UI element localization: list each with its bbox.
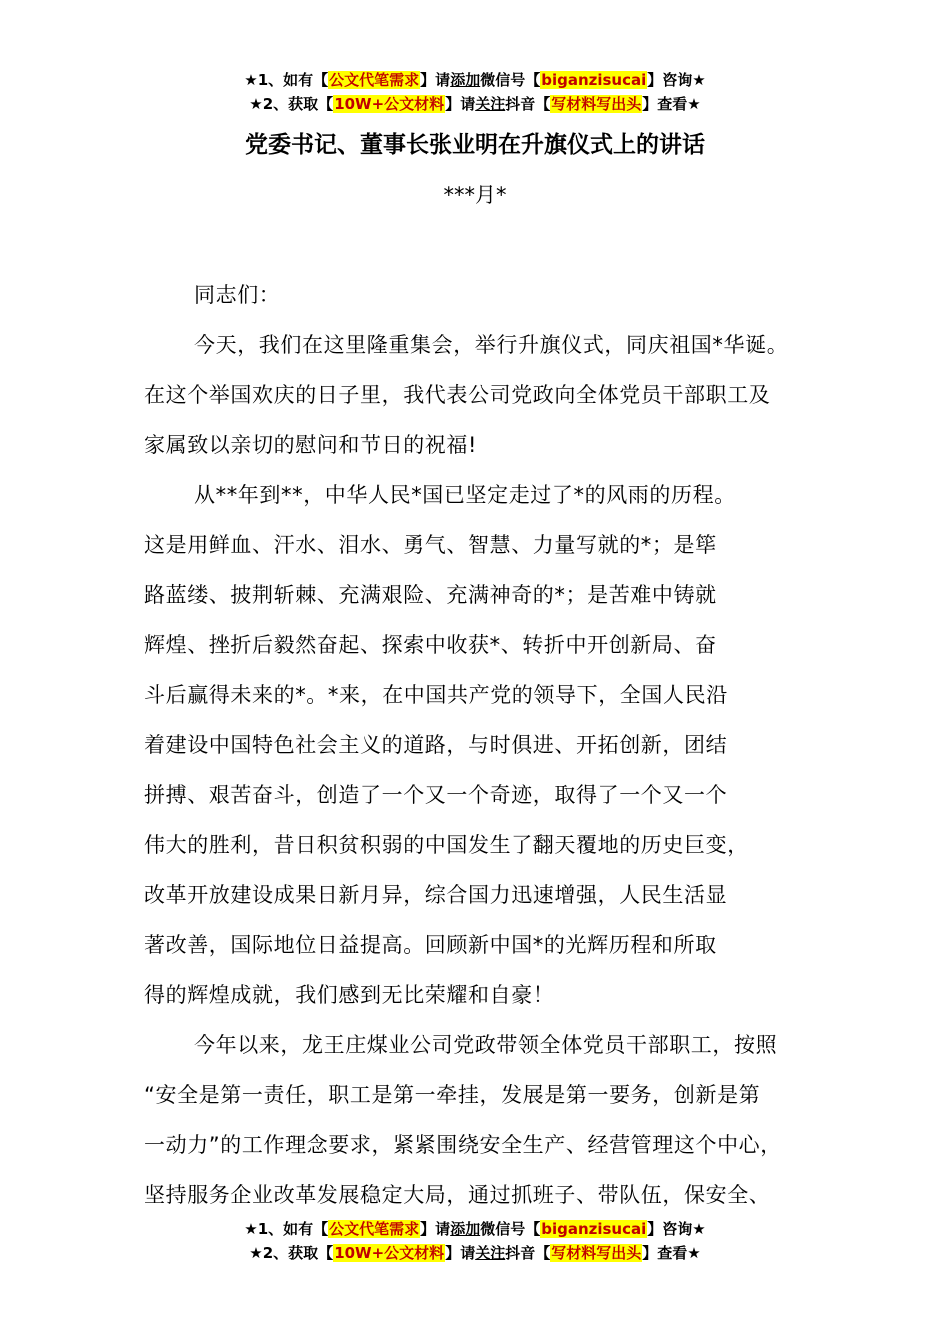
text-line: 一动力”的工作理念要求，紧紧围绕安全生产、经营管理这个中心，: [144, 1133, 782, 1157]
promo-line-1: [0, 1217, 950, 1241]
promo-text: 】请: [445, 1244, 476, 1262]
greeting: 同志们：: [194, 283, 281, 307]
text-line: 坚持服务企业改革发展稳定大局，通过抓班子、带队伍，保安全、: [144, 1183, 771, 1207]
douyin-id: 写材料写出头: [551, 95, 642, 113]
promo-text: 抖音【: [505, 1244, 551, 1262]
promo-text: ★1、如有【: [244, 71, 329, 89]
promo-text: ★2、获取【: [249, 95, 334, 113]
promo-highlight: 10W+公文材料: [334, 95, 445, 113]
text-line: 著改善，国际地位日益提高。回顾新中国*的光辉历程和所取: [144, 933, 717, 957]
promo-highlight: 公文代笔需求: [329, 71, 420, 89]
douyin-id: 写材料写出头: [551, 1244, 642, 1262]
promo-underline: 添加: [450, 1220, 481, 1238]
text-line: 今天，我们在这里隆重集会，举行升旗仪式，同庆祖国*华诞。: [194, 333, 789, 357]
text-line: 路蓝缕、披荆斩棘、充满艰险、充满神奇的*；是苦难中铸就: [144, 583, 717, 607]
promo-text: 】查看★: [642, 1244, 701, 1262]
promo-underline: 添加: [450, 71, 481, 89]
text-line: 着建设中国特色社会主义的道路，与时俱进、开拓创新，团结: [144, 733, 728, 757]
promo-highlight: 10W+公文材料: [334, 1244, 445, 1262]
text-line: 从**年到**，中华人民*国已坚定走过了*的风雨的历程。: [194, 483, 736, 507]
wechat-id: biganzisucai: [541, 1220, 647, 1238]
text-line: 伟大的胜利，昔日积贫积弱的中国发生了翻天覆地的历史巨变，: [144, 833, 749, 857]
promo-text: 】请: [420, 1220, 451, 1238]
document-title: 党委书记、董事长张业明在升旗仪式上的讲话: [245, 132, 705, 158]
promo-text: 微信号【: [480, 1220, 541, 1238]
promo-underline: 关注: [475, 1244, 506, 1262]
text-line: 斗后赢得未来的*。*来，在中国共产党的领导下，全国人民沿: [144, 683, 728, 707]
promo-text: 】咨询★: [647, 1220, 706, 1238]
promo-text: 】咨询★: [647, 71, 706, 89]
text-line: 今年以来，龙王庄煤业公司党政带领全体党员干部职工，按照: [194, 1033, 778, 1057]
text-line: 拼搏、艰苦奋斗，创造了一个又一个奇迹，取得了一个又一个: [144, 783, 728, 807]
promo-text: 抖音【: [505, 95, 551, 113]
text-line: 在这个举国欢庆的日子里，我代表公司党政向全体党员干部职工及: [144, 383, 771, 407]
promo-highlight: 公文代笔需求: [329, 1220, 420, 1238]
text-line: 得的辉煌成就，我们感到无比荣耀和自豪！: [144, 983, 555, 1007]
promo-text: 】请: [420, 71, 451, 89]
promo-text: ★1、如有【: [244, 1220, 329, 1238]
text-line: 家属致以亲切的慰问和节日的祝福!: [144, 433, 478, 457]
promo-underline: 关注: [475, 95, 506, 113]
promo-line-2: [0, 1241, 950, 1265]
promo-text: 微信号【: [480, 71, 541, 89]
promo-text: ★2、获取【: [249, 1244, 334, 1262]
text-line: “安全是第一责任，职工是第一牵挂，发展是第一要务，创新是第: [144, 1083, 761, 1107]
text-line: 这是用鲜血、汗水、泪水、勇气、智慧、力量写就的*；是筚: [144, 533, 717, 557]
promo-text: 】请: [445, 95, 476, 113]
text-line: 改革开放建设成果日新月异，综合国力迅速增强，人民生活显: [144, 883, 728, 907]
text-line: 辉煌、挫折后毅然奋起、探索中收获*、转折中开创新局、奋: [144, 633, 717, 657]
document-body: [144, 270, 834, 1220]
footer-promo-banner: [0, 1217, 950, 1265]
promo-line-2: [0, 92, 950, 116]
promo-line-1: [0, 68, 950, 92]
wechat-id: biganzisucai: [541, 71, 647, 89]
header-promo-banner: [0, 68, 950, 116]
promo-text: 】查看★: [642, 95, 701, 113]
document-date: ***月*: [443, 183, 507, 207]
